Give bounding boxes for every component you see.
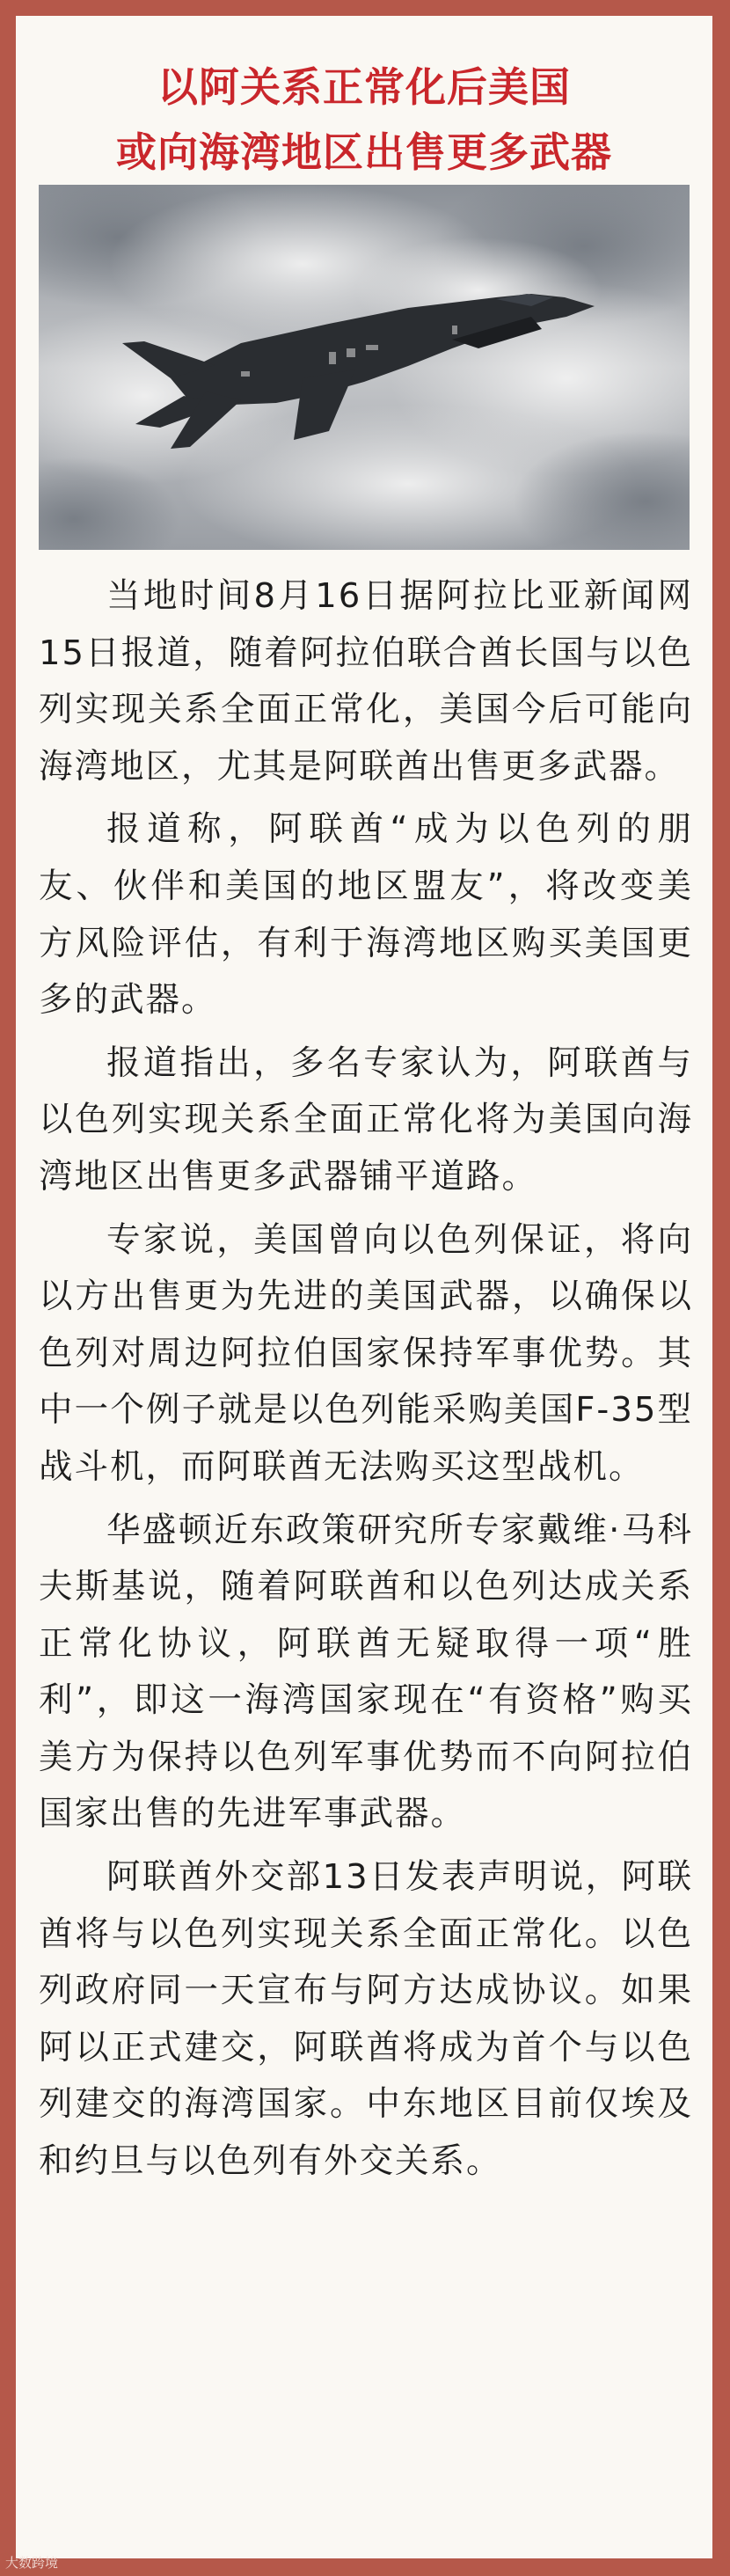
paragraph: 报道称，阿联酋“成为以色列的朋友、伙伴和美国的地区盟友”，将改变美方风险评估，有利于海湾地区购买美国更多的武器。	[39, 809, 693, 1021]
paragraph: 阿联酋外交部13日发表声明说，阿联酋将与以色列实现关系全面正常化。以色列政府同一天宣布与阿方达成协议。如果阿以正式建交，阿联酋将成为首个与以色列建交的海湾国家。中东地区目前仅埃及和约旦与以色列有外交关系。	[39, 1857, 693, 2182]
fighter-jet-photo	[39, 185, 690, 550]
paragraph: 当地时间8月16日据阿拉比亚新闻网15日报道，随着阿拉伯联合酋长国与以色列实现关系全面正常化，美国今后可能向海湾地区，尤其是阿联酋出售更多武器。	[39, 576, 693, 787]
paragraph: 报道指出，多名专家认为，阿联酋与以色列实现关系全面正常化将为美国向海湾地区出售更多武器铺平道路。	[39, 1043, 693, 1197]
paragraph: 华盛顿近东政策研究所专家戴维·马科夫斯基说，随着阿联酋和以色列达成关系正常化协议，阿联酋无疑取得一项“胜利”，即这一海湾国家现在“有资格”购买美方为保持以色列军事优势而不向阿拉伯国家出售的先进军事武器。	[39, 1510, 693, 1834]
headline-line-2: 或向海湾地区出售更多武器	[116, 128, 612, 176]
headline-line-1: 以阿关系正常化后美国	[157, 63, 571, 111]
fighter-jet-illustration	[39, 185, 690, 550]
paragraph: 专家说，美国曾向以色列保证，将向以方出售更为先进的美国武器，以确保以色列对周边阿拉伯国家保持军事优势。其中一个例子就是以色列能采购美国F-35型战斗机，而阿联酋无法购买这型战机。	[39, 1219, 693, 1487]
headline	[16, 55, 712, 185]
article-card	[16, 16, 712, 2558]
source-watermark: 大数跨境	[5, 2555, 59, 2571]
article-body	[39, 568, 693, 2197]
